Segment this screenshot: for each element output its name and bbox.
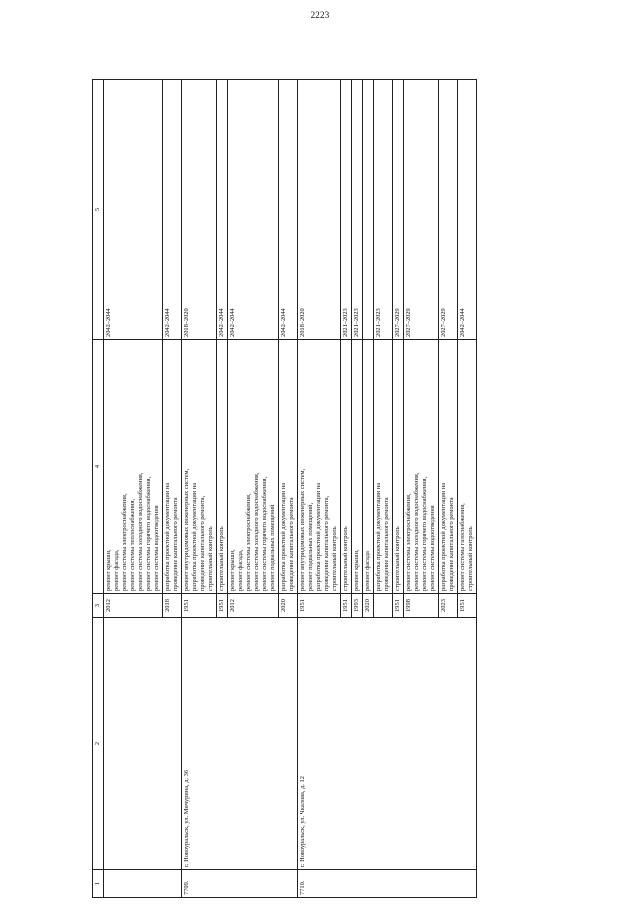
work-type-line: ремонт системы горячего водоснабжения, xyxy=(261,476,268,591)
work-type-line: ремонт системы водоотведения xyxy=(153,505,160,591)
table-row xyxy=(298,80,341,898)
address-cell xyxy=(104,618,182,870)
row-number-cell xyxy=(104,870,182,898)
column-header: 2 xyxy=(93,618,104,870)
work-types-cell xyxy=(404,340,439,594)
work-type-line: проведение капитального ремонта xyxy=(172,497,179,591)
work-types-cell xyxy=(363,340,374,594)
work-types-cell xyxy=(217,340,228,594)
work-type-line: разработка проектной документации на xyxy=(164,482,171,591)
work-types-cell xyxy=(104,340,163,594)
work-type-line: разработка проектной документации на xyxy=(375,482,382,591)
period-cell: 2042–2044 xyxy=(228,80,279,340)
period-cell: 2021–2023 xyxy=(341,80,352,340)
work-type-line: ремонт системы электроснабжения, xyxy=(405,493,412,591)
table-body xyxy=(104,80,477,898)
work-type-line: строительный контроль xyxy=(342,526,349,591)
work-type-line: ремонт системы горячего водоснабжения, xyxy=(145,476,152,591)
work-type-line: ремонт системы холодного водоснабжения, xyxy=(253,472,260,591)
period-cell: 2021–2023 xyxy=(374,80,393,340)
table-row xyxy=(104,80,163,898)
year-cell: 1951 xyxy=(217,594,228,618)
period-cell: 2018–2020 xyxy=(298,80,341,340)
work-type-line: разработка проектной документации на xyxy=(280,482,287,591)
year-cell: 2012 xyxy=(228,594,279,618)
work-type-line: ремонт крыши, xyxy=(353,549,360,591)
work-type-line: проведение капитального ремонта, xyxy=(199,495,206,591)
year-cell: 1951 xyxy=(298,594,341,618)
year-cell: 1993 xyxy=(352,594,363,618)
work-type-line: проведение капитального ремонта, xyxy=(323,495,330,591)
work-type-line: ремонт системы газоснабжения, xyxy=(459,503,466,591)
year-cell: 2020 xyxy=(363,594,374,618)
work-type-line: проведение капитального ремонта xyxy=(288,497,295,591)
period-cell xyxy=(363,80,374,340)
period-cell: 2027–2029 xyxy=(439,80,458,340)
period-cell: 2042–2044 xyxy=(104,80,163,340)
work-type-line: разработка проектной документации на xyxy=(440,482,447,591)
work-type-line: строительный контроль xyxy=(467,526,474,591)
work-type-line: ремонт крыши, xyxy=(105,549,112,591)
work-types-cell xyxy=(374,340,393,594)
rotated-table-wrapper xyxy=(92,80,589,898)
work-types-cell xyxy=(182,340,217,594)
work-type-line: ремонт системы горячего водоснабжения, xyxy=(421,476,428,591)
repair-schedule-table xyxy=(92,79,477,898)
work-type-line: ремонт внутридомовых инженерных систем, xyxy=(299,468,306,591)
address-cell: г. Новоуральск, ул. Чкалова, д. 12 xyxy=(298,618,477,870)
period-cell: 2042–2044 xyxy=(279,80,298,340)
work-types-cell xyxy=(163,340,182,594)
work-type-line: ремонт фасада, xyxy=(113,549,120,591)
work-types-cell xyxy=(228,340,279,594)
work-type-line: строительный контроль xyxy=(207,526,214,591)
work-type-line: ремонт фасада xyxy=(364,551,371,591)
year-cell: 1951 xyxy=(393,594,404,618)
page-number: 2223 xyxy=(310,10,330,20)
work-types-cell xyxy=(352,340,363,594)
period-cell: 2027–2029 xyxy=(393,80,404,340)
row-number-cell: 7709. xyxy=(182,870,298,898)
table-header-row xyxy=(93,80,104,898)
work-types-cell xyxy=(393,340,404,594)
period-cell: 2042–2044 xyxy=(217,80,228,340)
work-type-line: ремонт подвальных помещений, xyxy=(307,502,314,591)
column-header: 1 xyxy=(93,870,104,898)
work-type-line: ремонт системы электроснабжения, xyxy=(245,493,252,591)
table-row xyxy=(182,80,217,898)
work-types-cell xyxy=(298,340,341,594)
work-type-line: строительный контроль xyxy=(331,526,338,591)
column-header: 5 xyxy=(93,80,104,340)
year-cell xyxy=(374,594,393,618)
work-type-line: ремонт системы теплоснабжения, xyxy=(129,498,136,591)
work-types-cell xyxy=(458,340,477,594)
work-type-line: ремонт системы холодного водоснабжения, xyxy=(137,472,144,591)
period-cell: 2042–2044 xyxy=(458,80,477,340)
year-cell: 1951 xyxy=(458,594,477,618)
year-cell: 2012 xyxy=(104,594,163,618)
period-cell: 2027–2029 xyxy=(404,80,439,340)
period-cell: 2021–2023 xyxy=(352,80,363,340)
work-types-cell xyxy=(341,340,352,594)
column-header: 3 xyxy=(93,594,104,618)
work-type-line: строительный контроль xyxy=(218,526,225,591)
year-cell: 2018 xyxy=(163,594,182,618)
work-type-line: проведение капитального ремонта xyxy=(383,497,390,591)
work-type-line: разработка проектной документации на xyxy=(315,482,322,591)
year-cell: 1998 xyxy=(404,594,439,618)
period-cell: 2042–2044 xyxy=(163,80,182,340)
work-type-line: строительный контроль xyxy=(394,526,401,591)
rotated-table-area xyxy=(92,80,589,898)
year-cell: 1951 xyxy=(341,594,352,618)
work-type-line: проведение капитального ремонта xyxy=(448,497,455,591)
work-type-line: разработка проектной документации на xyxy=(191,482,198,591)
address-cell: г. Новоуральск, ул. Мичурина, д. 36 xyxy=(182,618,298,870)
work-type-line: ремонт системы электроснабжения, xyxy=(121,493,128,591)
work-type-line: ремонт фасада, xyxy=(237,549,244,591)
work-type-line: ремонт подвальных помещений xyxy=(269,504,276,591)
year-cell: 1951 xyxy=(182,594,217,618)
column-header: 4 xyxy=(93,340,104,594)
year-cell: 2020 xyxy=(279,594,298,618)
year-cell: 2023 xyxy=(439,594,458,618)
row-number-cell: 7710. xyxy=(298,870,477,898)
work-type-line: ремонт внутридомовых инженерных систем, xyxy=(183,468,190,591)
work-type-line: ремонт системы холодного водоснабжения, xyxy=(413,472,420,591)
work-types-cell xyxy=(439,340,458,594)
work-types-cell xyxy=(279,340,298,594)
work-type-line: ремонт системы водоотведения xyxy=(429,505,436,591)
work-type-line: ремонт крыши, xyxy=(229,549,236,591)
period-cell: 2018–2020 xyxy=(182,80,217,340)
